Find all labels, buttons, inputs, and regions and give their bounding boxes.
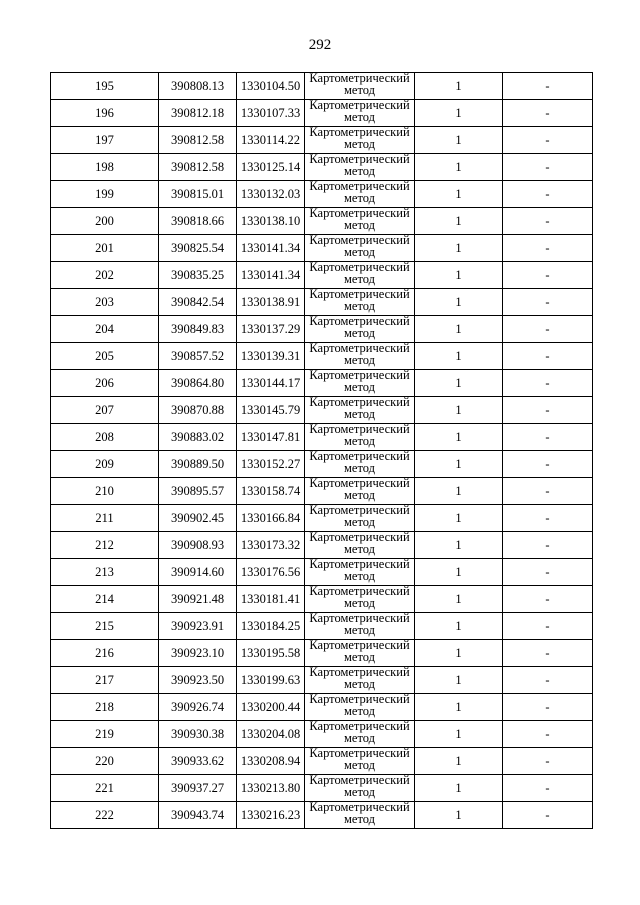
x-coordinate-cell: 390889.50 — [159, 451, 237, 478]
method-label-line2: метод — [343, 811, 375, 826]
note-cell: - — [503, 613, 593, 640]
method-cell — [305, 586, 415, 613]
method-label-line1: Картометрический — [309, 126, 410, 139]
method-label-line2: метод — [343, 379, 375, 394]
method-label-line2: метод — [343, 703, 375, 718]
accuracy-cell: 1 — [415, 586, 503, 613]
table-row — [51, 397, 593, 424]
note-cell: - — [503, 154, 593, 181]
method-label-line2: метод — [343, 298, 375, 313]
table-row — [51, 613, 593, 640]
accuracy-cell: 1 — [415, 235, 503, 262]
table-row — [51, 478, 593, 505]
x-coordinate-cell: 390870.88 — [159, 397, 237, 424]
method-label-line1: Картометрический — [309, 558, 410, 571]
method-label-line1: Картометрический — [309, 396, 410, 409]
y-coordinate-cell: 1330104.50 — [237, 73, 305, 100]
y-coordinate-cell: 1330195.58 — [237, 640, 305, 667]
point-number-cell: 199 — [51, 181, 159, 208]
accuracy-cell: 1 — [415, 694, 503, 721]
point-number-cell: 219 — [51, 721, 159, 748]
table-row — [51, 262, 593, 289]
method-label-line2: метод — [343, 460, 375, 475]
point-number-cell: 198 — [51, 154, 159, 181]
note-cell: - — [503, 370, 593, 397]
point-number-cell: 214 — [51, 586, 159, 613]
method-label-line2: метод — [343, 136, 375, 151]
table-row — [51, 559, 593, 586]
note-cell: - — [503, 721, 593, 748]
accuracy-cell: 1 — [415, 154, 503, 181]
table-row — [51, 424, 593, 451]
x-coordinate-cell: 390812.18 — [159, 100, 237, 127]
x-coordinate-cell: 390825.54 — [159, 235, 237, 262]
x-coordinate-cell: 390923.91 — [159, 613, 237, 640]
method-label-line1: Картометрический — [309, 288, 410, 301]
note-cell: - — [503, 667, 593, 694]
point-number-cell: 211 — [51, 505, 159, 532]
accuracy-cell: 1 — [415, 721, 503, 748]
y-coordinate-cell: 1330216.23 — [237, 802, 305, 829]
x-coordinate-cell: 390914.60 — [159, 559, 237, 586]
note-cell: - — [503, 424, 593, 451]
method-cell — [305, 127, 415, 154]
y-coordinate-cell: 1330176.56 — [237, 559, 305, 586]
method-label-line1: Картометрический — [309, 477, 410, 490]
method-label-line1: Картометрический — [309, 207, 410, 220]
point-number-cell: 221 — [51, 775, 159, 802]
method-label-line1: Картометрический — [309, 315, 410, 328]
page-number: 292 — [308, 37, 332, 53]
method-label-line2: метод — [343, 568, 375, 583]
note-cell: - — [503, 748, 593, 775]
note-cell: - — [503, 262, 593, 289]
method-label-line1: Картометрический — [309, 693, 410, 706]
method-cell — [305, 424, 415, 451]
x-coordinate-cell: 390808.13 — [159, 73, 237, 100]
method-label-line1: Картометрический — [309, 234, 410, 247]
accuracy-cell: 1 — [415, 559, 503, 586]
method-label-line1: Картометрический — [309, 747, 410, 760]
y-coordinate-cell: 1330204.08 — [237, 721, 305, 748]
note-cell: - — [503, 397, 593, 424]
method-cell — [305, 532, 415, 559]
accuracy-cell: 1 — [415, 667, 503, 694]
x-coordinate-cell: 390923.50 — [159, 667, 237, 694]
x-coordinate-cell: 390921.48 — [159, 586, 237, 613]
y-coordinate-cell: 1330138.91 — [237, 289, 305, 316]
y-coordinate-cell: 1330158.74 — [237, 478, 305, 505]
x-coordinate-cell: 390933.62 — [159, 748, 237, 775]
y-coordinate-cell: 1330141.34 — [237, 235, 305, 262]
x-coordinate-cell: 390908.93 — [159, 532, 237, 559]
method-cell — [305, 235, 415, 262]
method-cell — [305, 154, 415, 181]
point-number-cell: 201 — [51, 235, 159, 262]
accuracy-cell: 1 — [415, 100, 503, 127]
method-label-line2: метод — [343, 163, 375, 178]
method-label-line1: Картометрический — [309, 801, 410, 814]
method-label-line2: метод — [343, 757, 375, 772]
point-number-cell: 218 — [51, 694, 159, 721]
method-label-line2: метод — [343, 595, 375, 610]
y-coordinate-cell: 1330147.81 — [237, 424, 305, 451]
point-number-cell: 200 — [51, 208, 159, 235]
x-coordinate-cell: 390812.58 — [159, 127, 237, 154]
coordinates-table-body — [51, 73, 593, 829]
x-coordinate-cell: 390926.74 — [159, 694, 237, 721]
point-number-cell: 206 — [51, 370, 159, 397]
point-number-cell: 196 — [51, 100, 159, 127]
y-coordinate-cell: 1330138.10 — [237, 208, 305, 235]
x-coordinate-cell: 390883.02 — [159, 424, 237, 451]
method-label-line2: метод — [343, 406, 375, 421]
table-row — [51, 721, 593, 748]
point-number-cell: 204 — [51, 316, 159, 343]
method-cell — [305, 478, 415, 505]
accuracy-cell: 1 — [415, 397, 503, 424]
x-coordinate-cell: 390895.57 — [159, 478, 237, 505]
table-row — [51, 802, 593, 829]
method-cell — [305, 640, 415, 667]
x-coordinate-cell: 390842.54 — [159, 289, 237, 316]
table-row — [51, 775, 593, 802]
note-cell: - — [503, 775, 593, 802]
y-coordinate-cell: 1330114.22 — [237, 127, 305, 154]
method-label-line1: Картометрический — [309, 639, 410, 652]
accuracy-cell: 1 — [415, 343, 503, 370]
method-label-line2: метод — [343, 244, 375, 259]
y-coordinate-cell: 1330132.03 — [237, 181, 305, 208]
note-cell: - — [503, 559, 593, 586]
method-label-line1: Картометрический — [309, 180, 410, 193]
y-coordinate-cell: 1330125.14 — [237, 154, 305, 181]
point-number-cell: 213 — [51, 559, 159, 586]
note-cell: - — [503, 532, 593, 559]
accuracy-cell: 1 — [415, 505, 503, 532]
method-cell — [305, 262, 415, 289]
table-row — [51, 181, 593, 208]
coordinates-table — [50, 72, 593, 829]
table-row — [51, 316, 593, 343]
x-coordinate-cell: 390818.66 — [159, 208, 237, 235]
table-row — [51, 451, 593, 478]
accuracy-cell: 1 — [415, 181, 503, 208]
method-label-line1: Картометрический — [309, 531, 410, 544]
note-cell: - — [503, 802, 593, 829]
method-cell — [305, 73, 415, 100]
table-row — [51, 640, 593, 667]
table-row — [51, 694, 593, 721]
method-label-line1: Картометрический — [309, 342, 410, 355]
y-coordinate-cell: 1330184.25 — [237, 613, 305, 640]
y-coordinate-cell: 1330139.31 — [237, 343, 305, 370]
x-coordinate-cell: 390864.80 — [159, 370, 237, 397]
accuracy-cell: 1 — [415, 613, 503, 640]
method-cell — [305, 397, 415, 424]
method-cell — [305, 721, 415, 748]
method-label-line1: Картометрический — [309, 666, 410, 679]
x-coordinate-cell: 390815.01 — [159, 181, 237, 208]
x-coordinate-cell: 390857.52 — [159, 343, 237, 370]
point-number-cell: 215 — [51, 613, 159, 640]
method-cell — [305, 289, 415, 316]
table-row — [51, 667, 593, 694]
x-coordinate-cell: 390943.74 — [159, 802, 237, 829]
table-row — [51, 370, 593, 397]
point-number-cell: 207 — [51, 397, 159, 424]
y-coordinate-cell: 1330200.44 — [237, 694, 305, 721]
accuracy-cell: 1 — [415, 424, 503, 451]
method-label-line1: Картометрический — [309, 423, 410, 436]
accuracy-cell: 1 — [415, 289, 503, 316]
table-row — [51, 505, 593, 532]
y-coordinate-cell: 1330213.80 — [237, 775, 305, 802]
method-label-line1: Картометрический — [309, 774, 410, 787]
y-coordinate-cell: 1330166.84 — [237, 505, 305, 532]
table-row — [51, 235, 593, 262]
note-cell: - — [503, 127, 593, 154]
accuracy-cell: 1 — [415, 316, 503, 343]
table-row — [51, 532, 593, 559]
y-coordinate-cell: 1330181.41 — [237, 586, 305, 613]
y-coordinate-cell: 1330152.27 — [237, 451, 305, 478]
method-cell — [305, 775, 415, 802]
accuracy-cell: 1 — [415, 208, 503, 235]
y-coordinate-cell: 1330137.29 — [237, 316, 305, 343]
x-coordinate-cell: 390812.58 — [159, 154, 237, 181]
point-number-cell: 210 — [51, 478, 159, 505]
accuracy-cell: 1 — [415, 370, 503, 397]
method-label-line2: метод — [343, 433, 375, 448]
method-label-line1: Картометрический — [309, 585, 410, 598]
accuracy-cell: 1 — [415, 451, 503, 478]
note-cell: - — [503, 316, 593, 343]
method-cell — [305, 181, 415, 208]
accuracy-cell: 1 — [415, 127, 503, 154]
point-number-cell: 203 — [51, 289, 159, 316]
method-cell — [305, 613, 415, 640]
method-label-line1: Картометрический — [309, 720, 410, 733]
method-cell — [305, 802, 415, 829]
point-number-cell: 195 — [51, 73, 159, 100]
method-cell — [305, 559, 415, 586]
note-cell: - — [503, 640, 593, 667]
method-label-line2: метод — [343, 217, 375, 232]
note-cell: - — [503, 694, 593, 721]
table-row — [51, 343, 593, 370]
method-label-line1: Картометрический — [309, 261, 410, 274]
method-label-line2: метод — [343, 325, 375, 340]
accuracy-cell: 1 — [415, 775, 503, 802]
note-cell: - — [503, 343, 593, 370]
table-row — [51, 289, 593, 316]
accuracy-cell: 1 — [415, 478, 503, 505]
accuracy-cell: 1 — [415, 532, 503, 559]
method-label-line2: метод — [343, 487, 375, 502]
table-row — [51, 154, 593, 181]
method-label-line2: метод — [343, 514, 375, 529]
table-row — [51, 127, 593, 154]
x-coordinate-cell: 390930.38 — [159, 721, 237, 748]
method-label-line1: Картометрический — [309, 369, 410, 382]
accuracy-cell: 1 — [415, 73, 503, 100]
note-cell: - — [503, 505, 593, 532]
note-cell: - — [503, 235, 593, 262]
point-number-cell: 202 — [51, 262, 159, 289]
x-coordinate-cell: 390923.10 — [159, 640, 237, 667]
method-label-line2: метод — [343, 649, 375, 664]
accuracy-cell: 1 — [415, 802, 503, 829]
method-label-line2: метод — [343, 190, 375, 205]
point-number-cell: 216 — [51, 640, 159, 667]
note-cell: - — [503, 181, 593, 208]
point-number-cell: 217 — [51, 667, 159, 694]
x-coordinate-cell: 390849.83 — [159, 316, 237, 343]
point-number-cell: 209 — [51, 451, 159, 478]
point-number-cell: 212 — [51, 532, 159, 559]
y-coordinate-cell: 1330145.79 — [237, 397, 305, 424]
point-number-cell: 197 — [51, 127, 159, 154]
note-cell: - — [503, 478, 593, 505]
y-coordinate-cell: 1330208.94 — [237, 748, 305, 775]
method-label-line1: Картометрический — [309, 450, 410, 463]
note-cell: - — [503, 586, 593, 613]
method-cell — [305, 451, 415, 478]
method-cell — [305, 316, 415, 343]
method-label-line2: метод — [343, 82, 375, 97]
table-row — [51, 73, 593, 100]
method-label-line1: Картометрический — [309, 612, 410, 625]
method-label-line2: метод — [343, 541, 375, 556]
method-label-line2: метод — [343, 622, 375, 637]
x-coordinate-cell: 390835.25 — [159, 262, 237, 289]
point-number-cell: 220 — [51, 748, 159, 775]
method-label-line2: метод — [343, 352, 375, 367]
method-label-line2: метод — [343, 676, 375, 691]
method-cell — [305, 208, 415, 235]
note-cell: - — [503, 451, 593, 478]
accuracy-cell: 1 — [415, 262, 503, 289]
method-label-line1: Картометрический — [309, 72, 410, 85]
method-label-line2: метод — [343, 271, 375, 286]
table-row — [51, 748, 593, 775]
table-row — [51, 100, 593, 127]
note-cell: - — [503, 100, 593, 127]
method-cell — [305, 667, 415, 694]
note-cell: - — [503, 73, 593, 100]
method-cell — [305, 748, 415, 775]
y-coordinate-cell: 1330141.34 — [237, 262, 305, 289]
method-label-line2: метод — [343, 730, 375, 745]
method-label-line2: метод — [343, 109, 375, 124]
method-cell — [305, 694, 415, 721]
note-cell: - — [503, 208, 593, 235]
table-row — [51, 208, 593, 235]
x-coordinate-cell: 390937.27 — [159, 775, 237, 802]
y-coordinate-cell: 1330173.32 — [237, 532, 305, 559]
point-number-cell: 205 — [51, 343, 159, 370]
point-number-cell: 222 — [51, 802, 159, 829]
method-label-line1: Картометрический — [309, 99, 410, 112]
note-cell: - — [503, 289, 593, 316]
method-label-line2: метод — [343, 784, 375, 799]
method-label-line1: Картометрический — [309, 153, 410, 166]
y-coordinate-cell: 1330199.63 — [237, 667, 305, 694]
method-cell — [305, 505, 415, 532]
method-label-line1: Картометрический — [309, 504, 410, 517]
method-cell — [305, 370, 415, 397]
y-coordinate-cell: 1330107.33 — [237, 100, 305, 127]
method-cell — [305, 343, 415, 370]
x-coordinate-cell: 390902.45 — [159, 505, 237, 532]
y-coordinate-cell: 1330144.17 — [237, 370, 305, 397]
accuracy-cell: 1 — [415, 640, 503, 667]
point-number-cell: 208 — [51, 424, 159, 451]
table-row — [51, 586, 593, 613]
method-cell — [305, 100, 415, 127]
accuracy-cell: 1 — [415, 748, 503, 775]
